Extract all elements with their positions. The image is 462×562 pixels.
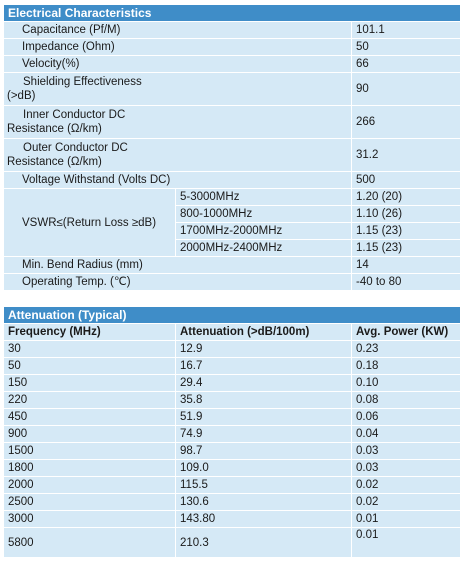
- table-row: [4, 358, 461, 375]
- avg-power-cell: 0.03: [352, 460, 461, 477]
- electrical-characteristics-table: [3, 4, 461, 291]
- attenuation-cell: 74.9: [176, 426, 352, 443]
- table-row: [4, 477, 461, 494]
- electrical-title: Electrical Characteristics: [4, 5, 461, 22]
- frequency-cell: 900: [4, 426, 176, 443]
- attenuation-cell: 109.0: [176, 460, 352, 477]
- vswr-band-value: 1.15 (23): [352, 223, 461, 240]
- table-row: [4, 392, 461, 409]
- table-row: [4, 106, 461, 139]
- attenuation-title: Attenuation (Typical): [4, 307, 461, 324]
- vswr-label: VSWR≤(Return Loss ≥dB): [4, 189, 176, 257]
- avg-power-cell: 0.04: [352, 426, 461, 443]
- table-row: [4, 511, 461, 528]
- column-header: Attenuation (>dB/100m): [176, 324, 352, 341]
- avg-power-cell: 0.01: [352, 528, 461, 558]
- row-label: Velocity(%): [4, 56, 352, 73]
- attenuation-cell: 16.7: [176, 358, 352, 375]
- row-value: 266: [352, 106, 461, 139]
- frequency-cell: 50: [4, 358, 176, 375]
- row-label-line: Resistance (Ω/km): [7, 156, 102, 168]
- table-row: [4, 139, 461, 172]
- table-row: [4, 460, 461, 477]
- vswr-band-range: 5-3000MHz: [176, 189, 352, 206]
- vswr-band-range: 800-1000MHz: [176, 206, 352, 223]
- frequency-cell: 3000: [4, 511, 176, 528]
- avg-power-cell: 0.08: [352, 392, 461, 409]
- avg-power-cell: 0.02: [352, 477, 461, 494]
- attenuation-cell: 115.5: [176, 477, 352, 494]
- attenuation-cell: 29.4: [176, 375, 352, 392]
- avg-power-cell: 0.18: [352, 358, 461, 375]
- vswr-band-value: 1.20 (20): [352, 189, 461, 206]
- table-row: [4, 528, 461, 558]
- row-label: Min. Bend Radius (mm): [4, 257, 352, 274]
- row-value: -40 to 80: [352, 274, 461, 291]
- attenuation-cell: 35.8: [176, 392, 352, 409]
- attenuation-cell: 210.3: [176, 528, 352, 558]
- row-label: Impedance (Ohm): [4, 39, 352, 56]
- column-header: Avg. Power (KW): [352, 324, 461, 341]
- row-value: 500: [352, 172, 461, 189]
- attenuation-cell: 143.80: [176, 511, 352, 528]
- attenuation-cell: 98.7: [176, 443, 352, 460]
- row-label: [4, 73, 352, 106]
- table-row: [4, 443, 461, 460]
- row-label-line: Shielding Effectiveness: [23, 76, 142, 88]
- table-row: [4, 189, 461, 206]
- row-label: Voltage Withstand (Volts DC): [4, 172, 352, 189]
- column-headers: [4, 324, 461, 341]
- avg-power-cell: 0.03: [352, 443, 461, 460]
- attenuation-table: [3, 306, 461, 558]
- frequency-cell: 450: [4, 409, 176, 426]
- row-label: Capacitance (Pf/M): [4, 22, 352, 39]
- frequency-cell: 2000: [4, 477, 176, 494]
- row-value: 90: [352, 73, 461, 106]
- row-label-line: Inner Conductor DC: [23, 109, 126, 121]
- row-value: 14: [352, 257, 461, 274]
- frequency-cell: 2500: [4, 494, 176, 511]
- table-row: [4, 409, 461, 426]
- table-row: [4, 341, 461, 358]
- row-label-line: Resistance (Ω/km): [7, 123, 102, 135]
- table-row: [4, 22, 461, 39]
- attenuation-cell: 130.6: [176, 494, 352, 511]
- table-row: [4, 39, 461, 56]
- avg-power-cell: 0.23: [352, 341, 461, 358]
- table-row: [4, 375, 461, 392]
- table-row: [4, 257, 461, 274]
- vswr-band-value: 1.10 (26): [352, 206, 461, 223]
- attenuation-cell: 51.9: [176, 409, 352, 426]
- row-value: 66: [352, 56, 461, 73]
- table-row: [4, 426, 461, 443]
- table-row: [4, 494, 461, 511]
- frequency-cell: 1800: [4, 460, 176, 477]
- avg-power-cell: 0.06: [352, 409, 461, 426]
- row-value: 101.1: [352, 22, 461, 39]
- frequency-cell: 1500: [4, 443, 176, 460]
- row-label-line: Outer Conductor DC: [23, 142, 128, 154]
- column-header: Frequency (MHz): [4, 324, 176, 341]
- table-row: [4, 274, 461, 291]
- frequency-cell: 150: [4, 375, 176, 392]
- row-label: [4, 139, 352, 172]
- frequency-cell: 220: [4, 392, 176, 409]
- avg-power-cell: 0.02: [352, 494, 461, 511]
- vswr-band-range: 2000MHz-2400MHz: [176, 240, 352, 257]
- table-row: [4, 73, 461, 106]
- vswr-band-range: 1700MHz-2000MHz: [176, 223, 352, 240]
- row-label: Operating Temp. (℃): [4, 274, 352, 291]
- row-label: [4, 106, 352, 139]
- row-value: 31.2: [352, 139, 461, 172]
- avg-power-cell: 0.01: [352, 511, 461, 528]
- frequency-cell: 5800: [4, 528, 176, 558]
- table-row: [4, 56, 461, 73]
- attenuation-cell: 12.9: [176, 341, 352, 358]
- row-label-line: (>dB): [7, 90, 36, 102]
- vswr-band-value: 1.15 (23): [352, 240, 461, 257]
- frequency-cell: 30: [4, 341, 176, 358]
- row-value: 50: [352, 39, 461, 56]
- table-row: [4, 172, 461, 189]
- avg-power-cell: 0.10: [352, 375, 461, 392]
